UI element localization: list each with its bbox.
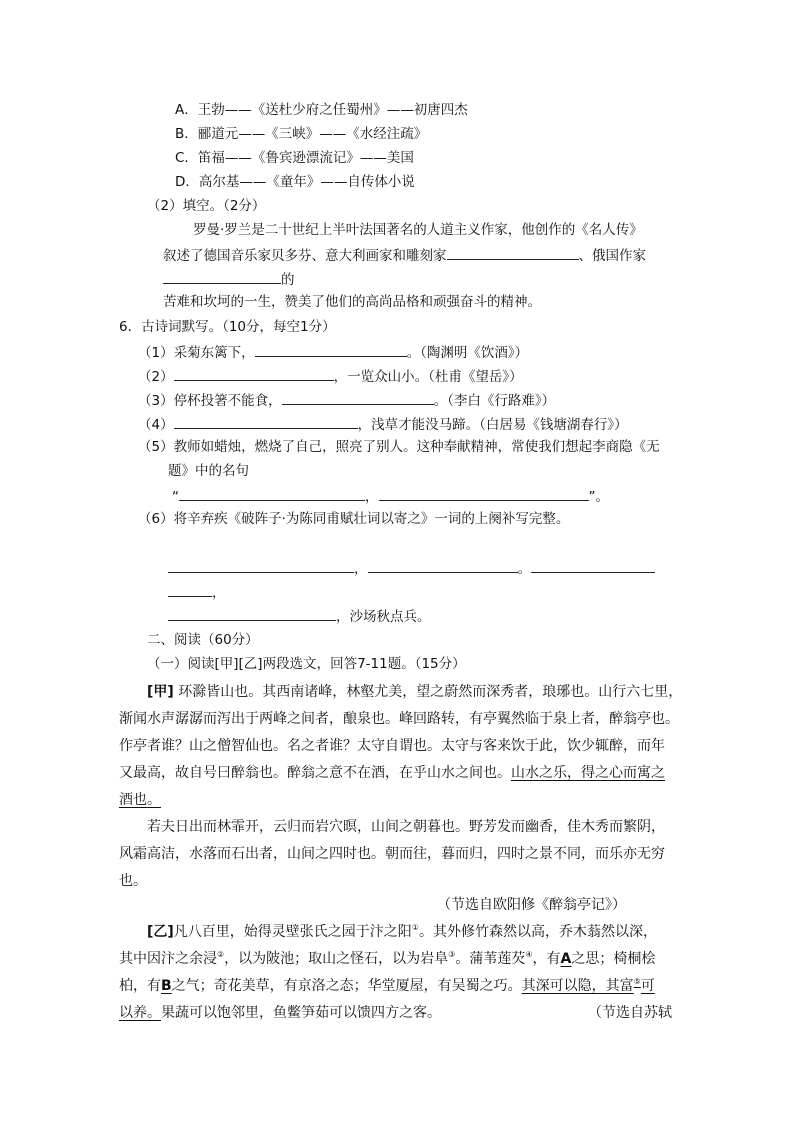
- yi-line-3-a: 柏，有: [119, 978, 161, 994]
- yi-text-b: 。其外修竹森然以高，乔木蓊然以深，: [418, 924, 657, 940]
- answer-blank[interactable]: [368, 558, 518, 573]
- q5-2-line3: [163, 269, 295, 289]
- q5-2-line2-text: 叙述了德国音乐家贝多芬、意大利画家和雕刻家: [163, 248, 447, 264]
- jia-line-1: [147, 683, 682, 701]
- option-b: B．郦道元——《三峡》——《水经注疏》: [175, 126, 428, 142]
- q6-item-2-text: （2）: [138, 369, 174, 385]
- q5-2-line1: 罗曼·罗兰是二十世纪上半叶法国著名的人道主义作家，他创作的《名人传》: [193, 222, 643, 238]
- section-subtitle: （一）阅读[甲][乙]两段选文，回答7-11题。（15分）: [147, 656, 466, 672]
- jia-text: 环滁皆山也。其西南诸峰，林壑尤美，望之蔚然而深秀者，琅琊也。山行六七里，: [178, 684, 683, 700]
- q6-item-4-tail: ，浅草才能没马蹄。（白居易《钱塘湖春行》）: [357, 417, 628, 433]
- note-2: ②: [217, 950, 225, 959]
- section-title: 二、阅读（60分）: [147, 632, 259, 648]
- yi-text-a: 凡八百里，始得灵壁张氏之园于汴之阳: [173, 924, 412, 940]
- option-d: D．高尔基——《童年》——自传体小说: [175, 174, 415, 190]
- note-3: ③: [448, 950, 456, 959]
- option-a: A．王勃——《送杜少府之任蜀州》——初唐四杰: [175, 102, 468, 118]
- yi-line-1: [147, 923, 657, 941]
- jia-source: （节选自欧阳修《醉翁亭记》）: [437, 897, 626, 913]
- answer-blank[interactable]: [179, 486, 365, 501]
- yi-line-2-d: ，有: [532, 951, 561, 967]
- q6-item-1: [138, 342, 528, 362]
- q6-item-4: [138, 414, 628, 434]
- period: 。: [517, 561, 531, 577]
- yi-line-3: [119, 977, 655, 995]
- q6-item-2: [138, 366, 523, 386]
- yi-line-2-a: 其中因汴之余浸: [119, 951, 217, 967]
- blank-a: A: [560, 951, 572, 967]
- jia-line-4: [119, 764, 665, 782]
- q6-item-6-blanks-2: [168, 582, 226, 602]
- note-4: ④: [525, 950, 533, 959]
- answer-blank[interactable]: [531, 558, 655, 573]
- q6-title: 6．古诗词默写。（10分，每空1分）: [119, 319, 336, 335]
- jia-line-4-text: 又最高，故自号曰醉翁也。醉翁之意不在酒，在乎山水之间也。: [119, 765, 511, 781]
- note-5: ⑤: [633, 977, 641, 986]
- q5-2-label: （2）填空。（2分）: [147, 198, 266, 214]
- q6-item-1-tail: 。（陶渊明《饮酒》）: [406, 345, 529, 361]
- open-quote: “: [172, 489, 179, 505]
- answer-blank[interactable]: [168, 558, 354, 573]
- q6-item-5-cont: 题》中的名句: [168, 463, 249, 479]
- yi-line-4: [119, 1004, 441, 1022]
- jia-line-5: [119, 791, 161, 809]
- comma: ，: [212, 585, 226, 601]
- underlined-sentence-end: 以养。: [119, 1005, 161, 1021]
- yi-line-2-c: 。蒲苇莲芡: [455, 951, 526, 967]
- option-c: C．笛福——《鲁宾逊漂流记》——美国: [175, 150, 414, 166]
- answer-blank[interactable]: [168, 606, 336, 621]
- q6-item-6-blanks-1: [168, 558, 655, 578]
- q6-item-6-tail: ，沙场秋点兵。: [336, 609, 431, 625]
- jia-p2-line-3: 也。: [119, 873, 147, 889]
- jia-line-3: 作亭者谁？山之僧智仙也。名之者谁？太守自谓也。太守与客来饮于此，饮少辄醉，而年: [119, 738, 665, 754]
- jia-line-2: 渐闻水声潺潺而泻出于两峰之间者，酿泉也。峰回路转，有亭翼然临于泉上者，醉翁亭也。: [119, 711, 679, 727]
- q6-item-3: [138, 390, 555, 410]
- q6-item-2-tail: ，一览众山小。（杜甫《望岳》）: [333, 369, 523, 385]
- yi-tag: [乙]: [147, 924, 174, 940]
- underlined-sentence: 其深可以隐，其富: [521, 978, 634, 994]
- yi-line-2-b: ，以为陂池；取山之怪石，以为岩阜: [224, 951, 449, 967]
- q6-item-3-text: （3）停杯投箸不能食，: [138, 393, 282, 409]
- q6-item-6: （6）将辛弃疾《破阵子·为陈同甫赋壮词以寄之》一词的上阕补写完整。: [138, 511, 570, 527]
- q5-2-line2: [163, 245, 646, 265]
- comma: ，: [354, 561, 368, 577]
- yi-line-2: [119, 950, 655, 968]
- jia-p2-line-1: 若夫日出而林霏开，云归而岩穴暝，山间之朝暮也。野芳发而幽香，佳木秀而繁阴，: [147, 819, 665, 835]
- jia-tag: [甲]: [147, 684, 174, 700]
- q6-item-5-blanks: [172, 486, 609, 506]
- answer-blank[interactable]: [379, 486, 589, 501]
- jia-p2-line-2: 风霜高洁，水落而石出者，山间之四时也。朝而往，暮而归，四时之景不同，而乐亦无穷: [119, 846, 665, 862]
- q5-2-line4: 苦难和坎坷的一生，赞美了他们的高尚品格和顽强奋斗的精神。: [163, 294, 541, 310]
- yi-source: （节选自苏轼: [588, 1005, 672, 1021]
- q6-item-4-text: （4）: [138, 417, 174, 433]
- answer-blank[interactable]: [163, 269, 281, 284]
- answer-blank[interactable]: [168, 582, 212, 597]
- q5-2-line2-tail: 、俄国作家: [578, 248, 646, 264]
- yi-line-3-b: 之气；奇花美草，有京洛之态；华堂厦屋，有吴蜀之巧。: [171, 978, 522, 994]
- yi-line-4-b: 果蔬可以饱邻里，鱼鳖笋茹可以馈四方之客。: [161, 1005, 441, 1021]
- answer-blank[interactable]: [174, 414, 358, 429]
- comma: ，: [365, 489, 379, 505]
- underlined-sentence-cont: 可: [640, 978, 655, 994]
- underlined-sentence-end: 酒也。: [119, 792, 161, 808]
- yi-line-2-e: 之思；椅桐桧: [571, 951, 656, 967]
- q6-item-1-text: （1）采菊东篱下，: [138, 345, 255, 361]
- underlined-sentence: 山水之乐，得之心而寓之: [511, 765, 665, 781]
- q6-item-3-tail: 。（李白《行路难》）: [433, 393, 556, 409]
- answer-blank[interactable]: [255, 342, 407, 357]
- blank-b: B: [161, 978, 172, 994]
- answer-blank[interactable]: [447, 245, 579, 260]
- note-1: ①: [411, 923, 419, 932]
- answer-blank[interactable]: [174, 366, 334, 381]
- close-quote: ”。: [588, 489, 609, 505]
- q6-item-6-blanks-3: [168, 606, 431, 626]
- q6-item-5: （5）教师如蜡烛，燃烧了自己，照亮了别人。这种奉献精神，常使我们想起李商隐《无: [138, 439, 660, 455]
- q5-2-line3-tail: 的: [281, 272, 295, 288]
- answer-blank[interactable]: [282, 390, 434, 405]
